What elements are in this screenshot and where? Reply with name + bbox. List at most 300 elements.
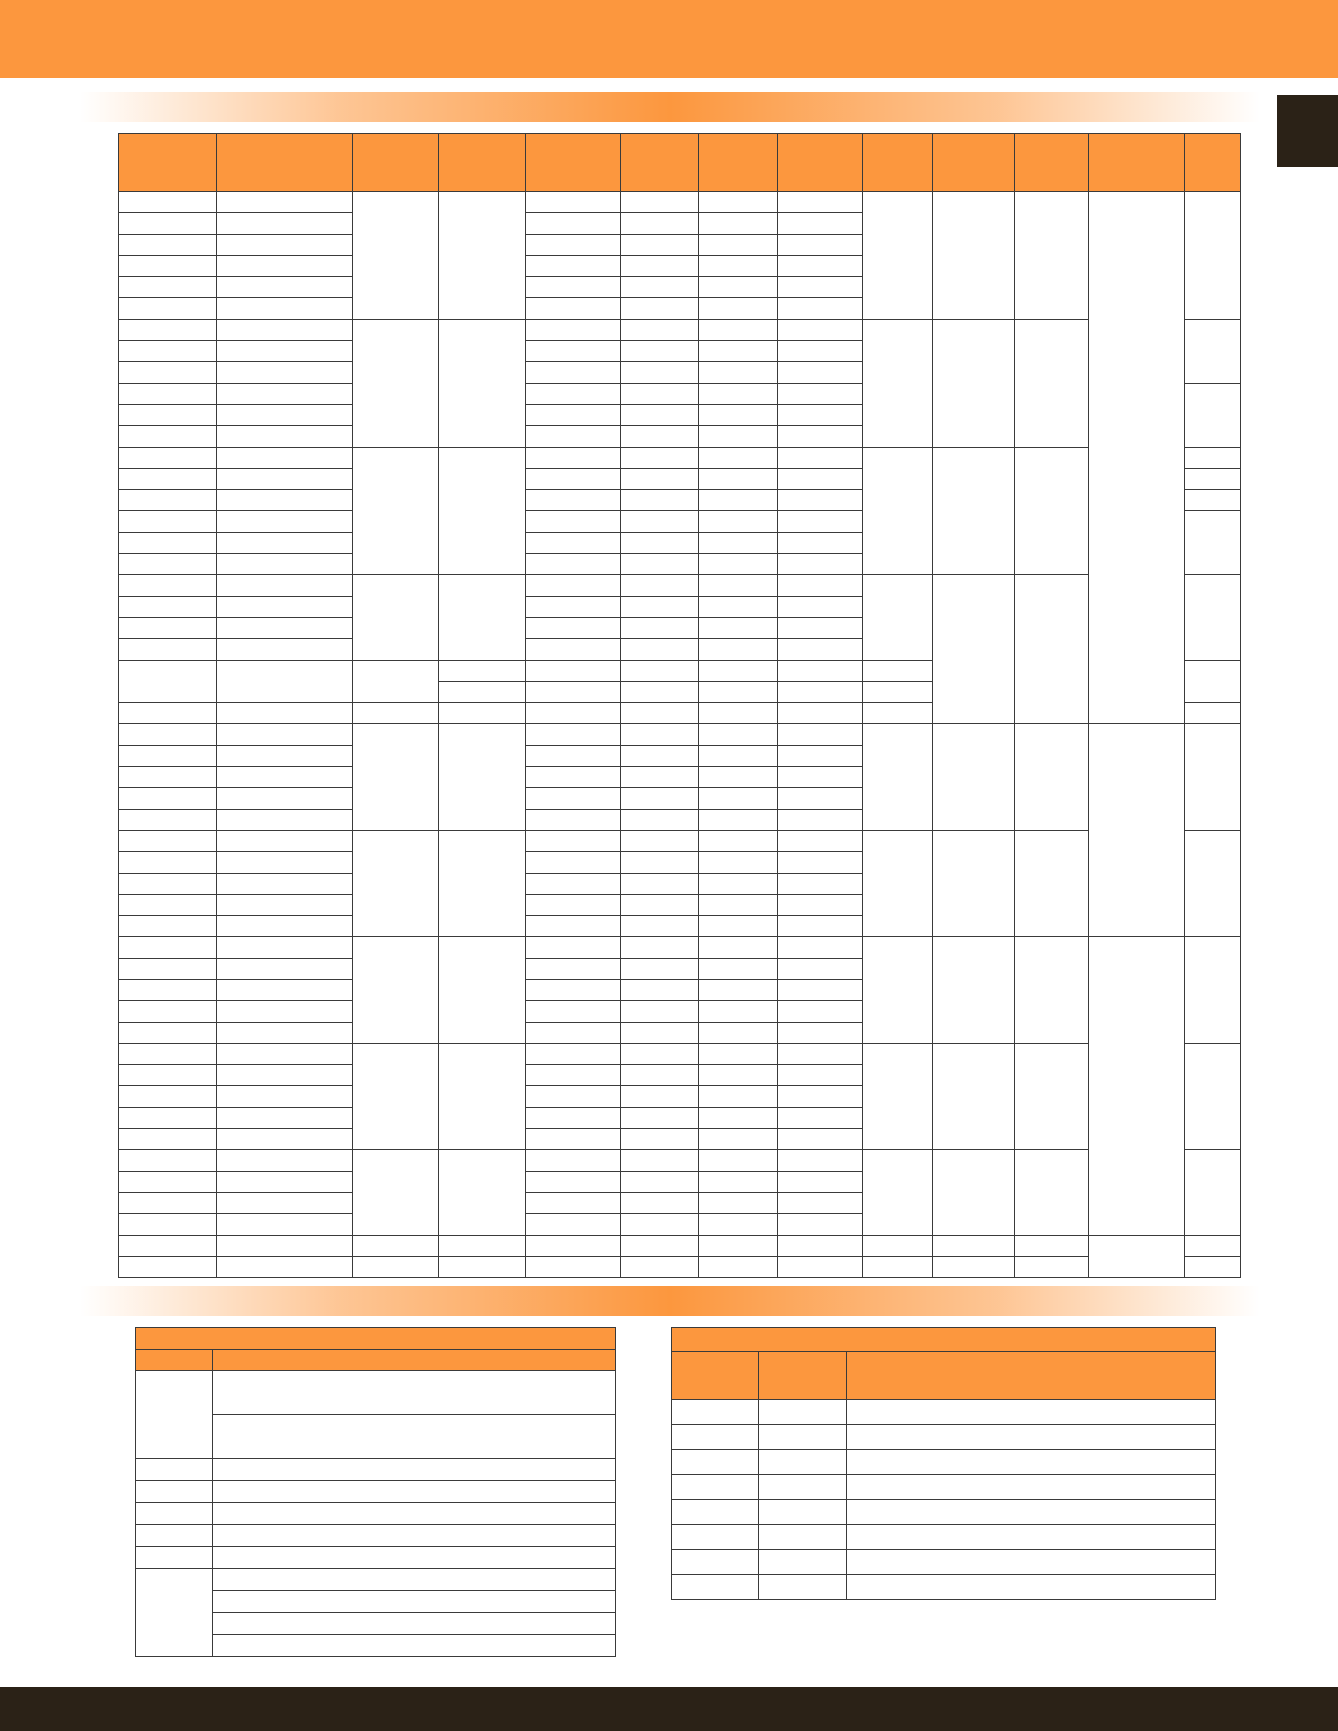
table-cell [1185, 830, 1241, 936]
table-cell [526, 490, 621, 511]
list-item [672, 1400, 1216, 1425]
table-cell [699, 873, 778, 894]
table-cell [217, 532, 353, 553]
list-item [136, 1481, 616, 1503]
table-cell [778, 830, 863, 851]
table-cell [778, 1022, 863, 1043]
table-cell [526, 341, 621, 362]
table-cell [621, 681, 699, 702]
table-cell [933, 575, 1015, 724]
table-cell [778, 660, 863, 681]
table-cell [526, 852, 621, 873]
right-table-title-row [672, 1328, 1216, 1352]
table-cell [213, 1371, 616, 1415]
table-cell [778, 277, 863, 298]
table-cell [217, 767, 353, 788]
table-cell [119, 1022, 217, 1043]
table-cell [699, 1065, 778, 1086]
table-cell [526, 703, 621, 724]
table-cell [778, 703, 863, 724]
table-cell [1015, 192, 1089, 320]
table-cell [778, 596, 863, 617]
table-cell [217, 468, 353, 489]
table-cell [933, 937, 1015, 1043]
table-cell [621, 830, 699, 851]
table-cell [526, 767, 621, 788]
table-cell [778, 341, 863, 362]
table-cell [672, 1525, 759, 1550]
table-cell [759, 1450, 847, 1475]
table-cell [217, 511, 353, 532]
table-cell [621, 703, 699, 724]
table-cell [778, 255, 863, 276]
table-cell [526, 362, 621, 383]
table-cell [778, 809, 863, 830]
left-table-title-row [136, 1328, 616, 1350]
table-cell [217, 660, 353, 703]
table-cell [217, 255, 353, 276]
table-cell [699, 1192, 778, 1213]
table-cell [119, 937, 217, 958]
table-cell [699, 724, 778, 745]
table-cell [526, 681, 621, 702]
table-cell [1015, 1235, 1089, 1256]
table-cell [699, 788, 778, 809]
table-cell [621, 745, 699, 766]
table-cell [526, 788, 621, 809]
table-cell [672, 1575, 759, 1600]
table-cell [847, 1500, 1216, 1525]
table-cell [699, 255, 778, 276]
table-cell [119, 916, 217, 937]
table-cell [933, 1235, 1015, 1256]
table-cell [778, 916, 863, 937]
table-cell [759, 1425, 847, 1450]
table-cell [699, 745, 778, 766]
table-cell [699, 554, 778, 575]
table-cell [621, 873, 699, 894]
table-cell [353, 1235, 439, 1256]
table-cell [217, 554, 353, 575]
table-cell [353, 575, 439, 660]
table-cell [217, 426, 353, 447]
table-cell [699, 660, 778, 681]
table-cell [213, 1591, 616, 1613]
table-cell [672, 1425, 759, 1450]
table-cell [217, 830, 353, 851]
table-cell [217, 213, 353, 234]
table-cell [213, 1613, 616, 1635]
table-cell [778, 1192, 863, 1213]
table-row [119, 724, 1241, 745]
table-cell [526, 1214, 621, 1235]
table-cell [217, 1171, 353, 1192]
left-legend-table [135, 1327, 616, 1657]
table-cell [699, 1043, 778, 1064]
table-cell [621, 596, 699, 617]
main-header-cell [863, 134, 933, 192]
table-cell [778, 767, 863, 788]
table-cell [119, 788, 217, 809]
table-cell [699, 809, 778, 830]
table-cell [699, 1235, 778, 1256]
table-cell [621, 490, 699, 511]
table-cell [621, 979, 699, 1000]
table-cell [1015, 937, 1089, 1043]
table-cell [526, 958, 621, 979]
table-cell [759, 1400, 847, 1425]
table-cell [621, 447, 699, 468]
table-cell [217, 937, 353, 958]
table-cell [621, 404, 699, 425]
table-cell [621, 1256, 699, 1277]
table-cell [213, 1635, 616, 1657]
table-cell [119, 1150, 217, 1171]
table-cell [217, 1043, 353, 1064]
table-cell [119, 809, 217, 830]
table-cell [621, 192, 699, 213]
table-cell [119, 255, 217, 276]
table-cell [217, 234, 353, 255]
table-cell [847, 1475, 1216, 1500]
table-cell [863, 703, 933, 724]
table-cell [847, 1450, 1216, 1475]
table-cell [217, 1065, 353, 1086]
table-cell [526, 1022, 621, 1043]
table-cell [759, 1500, 847, 1525]
main-header-cell [119, 134, 217, 192]
table-cell [621, 426, 699, 447]
table-cell [353, 1256, 439, 1277]
top-header-band [0, 0, 1338, 78]
table-cell [119, 554, 217, 575]
table-cell [778, 213, 863, 234]
table-cell [1185, 1256, 1241, 1277]
table-cell [119, 192, 217, 213]
table-cell [217, 916, 353, 937]
table-cell [863, 319, 933, 447]
table-cell [1185, 319, 1241, 383]
table-cell [526, 277, 621, 298]
table-cell [621, 1192, 699, 1213]
table-cell [217, 809, 353, 830]
table-cell [621, 894, 699, 915]
table-cell [439, 660, 526, 681]
table-cell [778, 192, 863, 213]
table-cell [699, 490, 778, 511]
table-cell [699, 596, 778, 617]
table-cell [119, 1043, 217, 1064]
table-cell [759, 1575, 847, 1600]
table-cell [439, 681, 526, 702]
table-cell [933, 1043, 1015, 1149]
table-cell [119, 277, 217, 298]
table-cell [1185, 703, 1241, 724]
table-cell [621, 255, 699, 276]
table-cell [863, 937, 933, 1043]
table-cell [217, 1022, 353, 1043]
table-cell [778, 1214, 863, 1235]
table-cell [778, 1065, 863, 1086]
table-cell [759, 1550, 847, 1575]
table-cell [119, 894, 217, 915]
table-cell [621, 937, 699, 958]
table-cell [217, 1192, 353, 1213]
table-cell [621, 767, 699, 788]
table-cell [699, 703, 778, 724]
table-cell [439, 319, 526, 447]
table-cell [621, 234, 699, 255]
table-cell [217, 404, 353, 425]
table-cell [136, 1525, 213, 1547]
table-cell [778, 575, 863, 596]
table-cell [699, 1107, 778, 1128]
table-cell [439, 830, 526, 936]
left-table-header-row [136, 1350, 616, 1371]
table-cell [699, 298, 778, 319]
table-cell [353, 703, 439, 724]
table-cell [933, 1256, 1015, 1277]
table-cell [1185, 724, 1241, 830]
table-cell [119, 873, 217, 894]
table-cell [621, 1043, 699, 1064]
table-cell [526, 319, 621, 340]
table-cell [699, 447, 778, 468]
table-cell [1185, 1235, 1241, 1256]
table-cell [699, 362, 778, 383]
list-item [136, 1459, 616, 1481]
table-cell [778, 1086, 863, 1107]
table-cell [119, 234, 217, 255]
table-cell [1015, 319, 1089, 447]
table-cell [1185, 937, 1241, 1043]
table-cell [217, 1214, 353, 1235]
table-cell [621, 852, 699, 873]
table-cell [863, 660, 933, 681]
main-header-cell [353, 134, 439, 192]
list-item [672, 1550, 1216, 1575]
table-cell [699, 1150, 778, 1171]
table-cell [863, 1235, 933, 1256]
table-cell [1015, 1043, 1089, 1149]
table-cell [699, 426, 778, 447]
table-row [119, 447, 1241, 468]
table-cell [1015, 724, 1089, 830]
table-cell [621, 383, 699, 404]
list-item [672, 1525, 1216, 1550]
table-cell [213, 1525, 616, 1547]
main-header-cell [699, 134, 778, 192]
table-row [119, 1150, 1241, 1171]
table-cell [217, 192, 353, 213]
table-cell [699, 767, 778, 788]
table-cell [621, 788, 699, 809]
table-cell [136, 1547, 213, 1569]
table-cell [1015, 830, 1089, 936]
table-cell [778, 532, 863, 553]
table-cell [526, 937, 621, 958]
table-cell [217, 1001, 353, 1022]
table-cell [526, 1086, 621, 1107]
table-cell [699, 1129, 778, 1150]
table-cell [353, 1150, 439, 1235]
table-cell [439, 1043, 526, 1149]
table-cell [1185, 1150, 1241, 1235]
table-row [119, 1235, 1241, 1256]
table-cell [119, 767, 217, 788]
list-item [136, 1371, 616, 1415]
table-cell [1185, 575, 1241, 660]
right-header-cell [672, 1352, 759, 1400]
table-cell [621, 468, 699, 489]
table-cell [778, 1043, 863, 1064]
table-cell [526, 617, 621, 638]
table-cell [699, 468, 778, 489]
table-cell [526, 1256, 621, 1277]
table-cell [217, 1129, 353, 1150]
table-cell [119, 468, 217, 489]
table-cell [699, 1022, 778, 1043]
table-cell [699, 937, 778, 958]
table-cell [699, 1214, 778, 1235]
table-cell [699, 319, 778, 340]
table-cell [699, 639, 778, 660]
table-cell [119, 213, 217, 234]
table-cell [119, 1107, 217, 1128]
table-cell [119, 511, 217, 532]
table-cell [621, 660, 699, 681]
list-item [136, 1547, 616, 1569]
list-item [136, 1525, 616, 1547]
table-cell [119, 1214, 217, 1235]
table-cell [217, 617, 353, 638]
table-cell [778, 362, 863, 383]
table-row [119, 192, 1241, 213]
table-cell [217, 724, 353, 745]
left-header-cell [213, 1350, 616, 1371]
table-cell [778, 234, 863, 255]
table-cell [526, 1129, 621, 1150]
table-cell [621, 1086, 699, 1107]
list-item [136, 1503, 616, 1525]
table-cell [699, 1086, 778, 1107]
table-cell [119, 1256, 217, 1277]
table-cell [526, 213, 621, 234]
table-cell [699, 192, 778, 213]
table-cell [778, 298, 863, 319]
table-cell [119, 1129, 217, 1150]
table-cell [1185, 468, 1241, 489]
right-table-header-row [672, 1352, 1216, 1400]
table-cell [119, 660, 217, 703]
table-cell [778, 383, 863, 404]
table-cell [439, 937, 526, 1043]
table-cell [217, 447, 353, 468]
table-cell [439, 447, 526, 575]
left-table-title [136, 1328, 616, 1350]
table-cell [847, 1575, 1216, 1600]
page-side-tab [1277, 95, 1338, 167]
table-cell [778, 554, 863, 575]
table-cell [119, 724, 217, 745]
table-cell [1015, 1256, 1089, 1277]
table-cell [119, 639, 217, 660]
table-cell [1089, 192, 1185, 724]
table-cell [217, 1150, 353, 1171]
table-cell [699, 979, 778, 1000]
table-cell [933, 192, 1015, 320]
main-header-cell [526, 134, 621, 192]
table-cell [621, 511, 699, 532]
table-cell [778, 490, 863, 511]
table-cell [778, 724, 863, 745]
table-cell [778, 1235, 863, 1256]
table-cell [136, 1569, 213, 1657]
table-cell [672, 1500, 759, 1525]
table-cell [621, 1129, 699, 1150]
table-cell [621, 575, 699, 596]
main-header-cell [621, 134, 699, 192]
table-cell [119, 1235, 217, 1256]
table-row [119, 937, 1241, 958]
table-cell [778, 1150, 863, 1171]
table-cell [847, 1425, 1216, 1450]
table-cell [526, 639, 621, 660]
table-cell [699, 341, 778, 362]
table-cell [778, 852, 863, 873]
table-cell [699, 958, 778, 979]
table-cell [119, 596, 217, 617]
main-table-header-row [119, 134, 1241, 192]
table-cell [119, 575, 217, 596]
table-cell [1185, 1043, 1241, 1149]
table-cell [699, 575, 778, 596]
table-cell [217, 788, 353, 809]
table-cell [778, 1129, 863, 1150]
table-cell [1089, 724, 1185, 937]
table-row [119, 1043, 1241, 1064]
table-cell [778, 979, 863, 1000]
table-cell [119, 532, 217, 553]
table-cell [526, 255, 621, 276]
table-cell [621, 809, 699, 830]
table-cell [847, 1550, 1216, 1575]
table-cell [526, 1065, 621, 1086]
table-cell [353, 1043, 439, 1149]
table-cell [778, 1001, 863, 1022]
table-cell [217, 703, 353, 724]
table-cell [778, 319, 863, 340]
table-cell [213, 1503, 616, 1525]
table-cell [353, 937, 439, 1043]
table-cell [1185, 192, 1241, 320]
table-cell [621, 1107, 699, 1128]
table-cell [621, 724, 699, 745]
table-cell [526, 1043, 621, 1064]
table-cell [672, 1400, 759, 1425]
table-cell [217, 490, 353, 511]
table-cell [119, 298, 217, 319]
table-cell [217, 639, 353, 660]
table-cell [136, 1459, 213, 1481]
table-cell [526, 192, 621, 213]
table-cell [353, 319, 439, 447]
table-cell [217, 575, 353, 596]
table-cell [136, 1481, 213, 1503]
table-cell [863, 830, 933, 936]
table-cell [439, 1235, 526, 1256]
table-cell [439, 575, 526, 660]
